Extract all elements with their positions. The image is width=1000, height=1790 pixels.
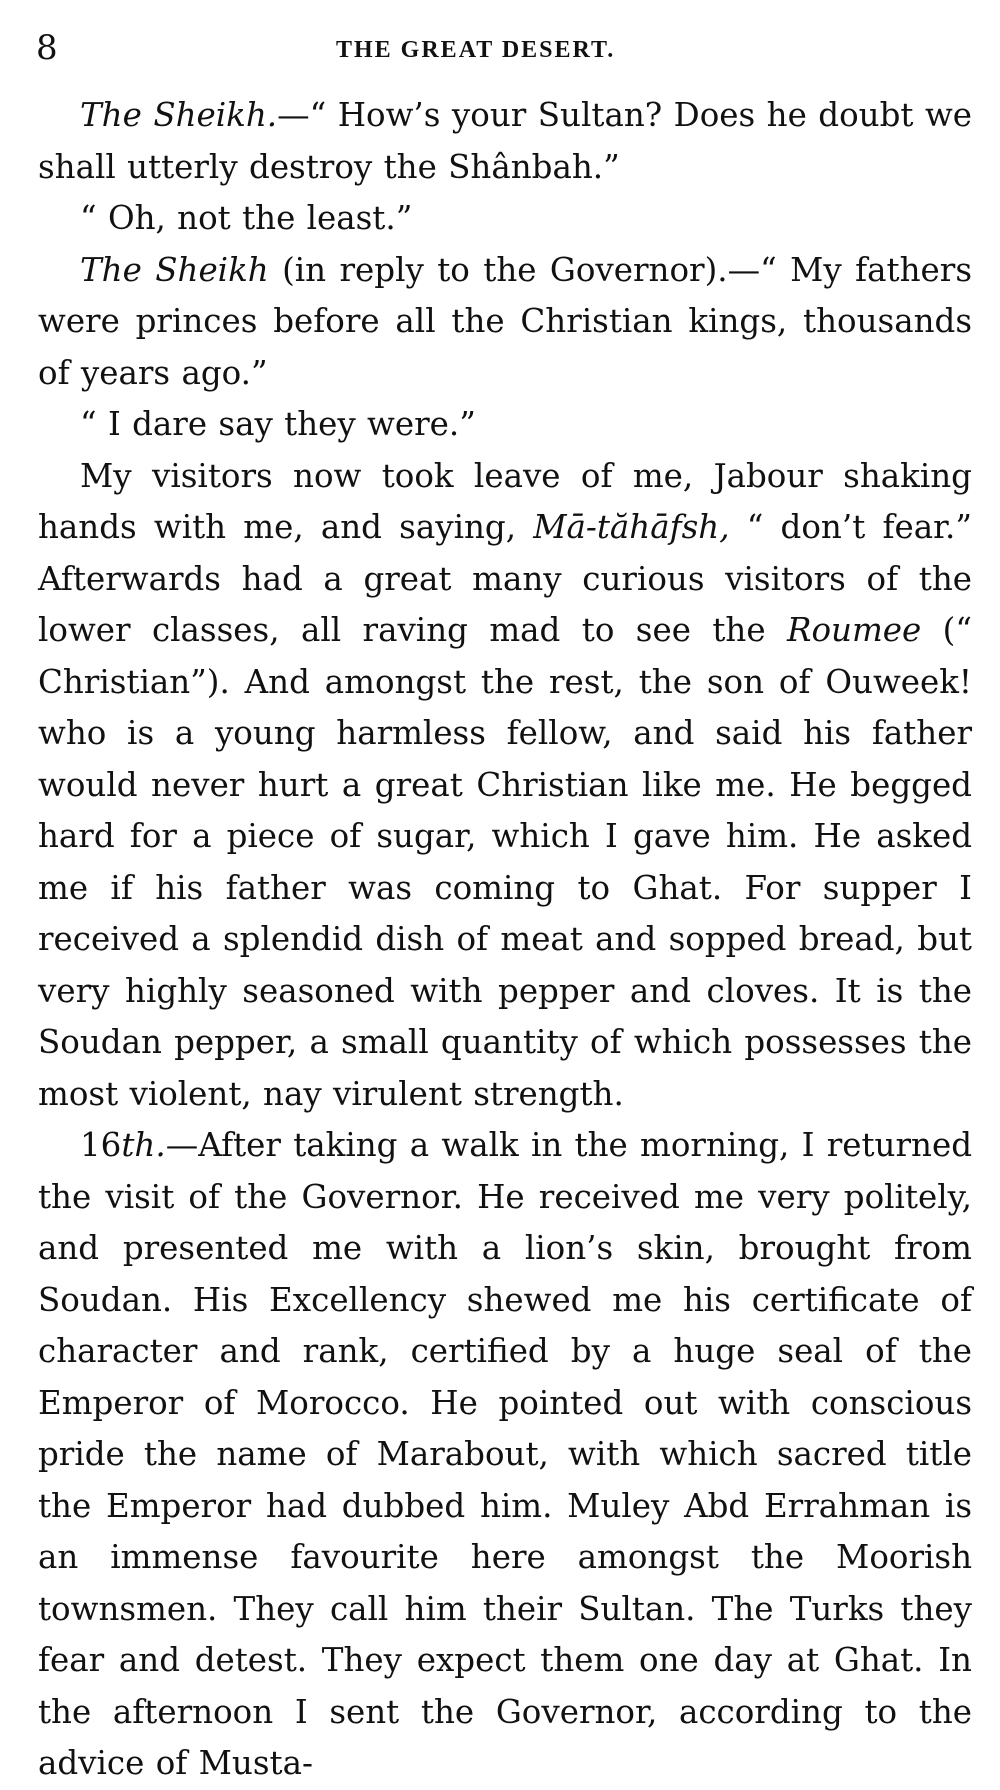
paragraph-reply-not-least (38, 193, 972, 245)
text-run: (“ Christian”). And amongst the rest, the son of Ouweek! who is a young harmless fellow, and said his father would never hurt a great Christian like me. He begged hard for a piece of sugar, which I gave him. He asked me if his father was coming to Ghat. For supper I received a splendid dish of meat and sopped bread, but very highly seasoned with pepper and cloves. It is the Soudan pepper, a small quantity of which possesses the most violent, nay virulent strength. (38, 611, 972, 1113)
body-text (38, 90, 972, 1790)
speaker-label: The Sheikh (80, 250, 269, 289)
paragraph-sheikh-question (38, 90, 972, 193)
paragraph-sixteenth (38, 1120, 972, 1790)
text-run: —After taking a walk in the morning, I returned the visit of the Governor. He received me very politely, and presented me with a lion’s skin, brought from Soudan. His Excellency shewed me his certificate of character and rank, certified by a huge seal of the Emperor of Morocco. He pointed out with conscious pride the name of Marabout, with which sacred title the Emperor had dubbed him. Muley Abd Errahman is an immense favourite here amongst the Moorish townsmen. They call him their Sultan. The Turks they fear and detest. They expect them one day at Ghat. In the afternoon I sent the Governor, according to the advice of Musta- (38, 1126, 972, 1782)
text-run: My visitors now took leave of me, Jabour shaking hands with me, and saying, (38, 456, 972, 546)
date-suffix: th. (121, 1126, 166, 1164)
italic-phrase: Mā-tăhāfsh, (533, 508, 730, 546)
text-run: (in reply to the Governor).—“ My fathers were princes before all the Christian kings, thousands of years ago.” (38, 250, 972, 392)
running-head (36, 26, 976, 70)
italic-phrase: Roumee (787, 611, 922, 649)
paragraph-sheikh-fathers (38, 245, 972, 400)
speaker-label: The Sheikh. (80, 96, 278, 134)
paragraph-reply-dare-say (38, 399, 972, 451)
text-run: “ Oh, not the least.” (80, 199, 413, 237)
paragraph-visitors (38, 451, 972, 1121)
text-run: “ don’t fear.” Afterwards had a great many curious visitors of the lower classes, all raving mad to see the (38, 508, 972, 649)
running-title: THE GREAT DESERT. (336, 37, 616, 63)
date-number: 16 (80, 1126, 122, 1164)
page-number: 8 (36, 28, 58, 68)
text-run: —“ How’s your Sultan? Does he doubt we shall utterly destroy the Shânbah.” (38, 96, 972, 186)
text-run: “ I dare say they were.” (80, 405, 476, 443)
